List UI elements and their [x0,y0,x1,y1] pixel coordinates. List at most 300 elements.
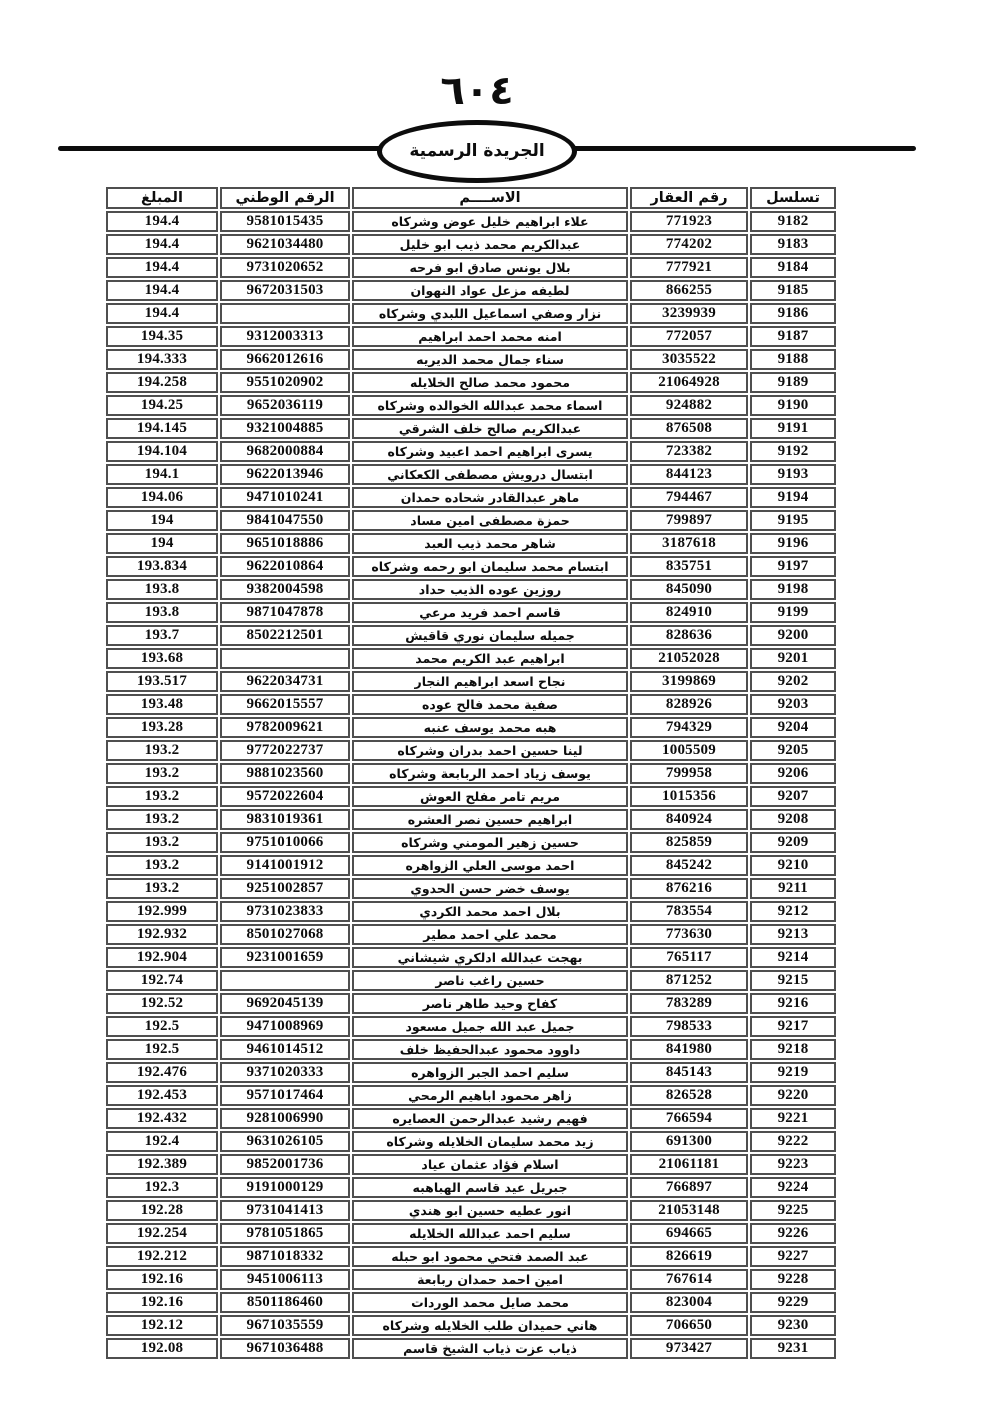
property-number-cell: 794467 [630,487,748,508]
amount-cell: 192.904 [106,947,218,968]
serial-cell: 9215 [750,970,836,991]
property-number-cell: 840924 [630,809,748,830]
name-cell: ابتسام محمد سليمان ابو رحمه وشركاه [352,556,628,577]
property-number-cell: 866255 [630,280,748,301]
name-cell: ابراهيم عبد الكريم محمد [352,648,628,669]
name-cell: يوسف زياد احمد الربابعة وشركاه [352,763,628,784]
national-number-cell [220,970,350,991]
serial-cell: 9199 [750,602,836,623]
national-number-cell: 9371020333 [220,1062,350,1083]
property-number-cell: 845242 [630,855,748,876]
name-cell: جميله سليمان نوري قاقيش [352,625,628,646]
serial-cell: 9209 [750,832,836,853]
national-number-cell: 9782009621 [220,717,350,738]
national-number-cell: 9692045139 [220,993,350,1014]
amount-cell: 192.28 [106,1200,218,1221]
amount-cell: 192.4 [106,1131,218,1152]
property-number-cell: 783289 [630,993,748,1014]
property-number-cell: 825859 [630,832,748,853]
table-row [106,1154,836,1175]
table-row [106,510,836,531]
serial-cell: 9226 [750,1223,836,1244]
amount-cell: 194 [106,533,218,554]
table-row [106,878,836,899]
name-cell: زاهر محمود اباهيم الرمحي [352,1085,628,1106]
amount-cell: 193.517 [106,671,218,692]
national-number-cell: 9622013946 [220,464,350,485]
amount-cell: 192.12 [106,1315,218,1336]
national-number-cell: 9652036119 [220,395,350,416]
table-row [106,763,836,784]
records-table [104,185,838,1361]
name-cell: ابراهيم حسين نصر العشره [352,809,628,830]
name-cell: ماهر عبدالقادر شحاده حمدان [352,487,628,508]
national-number-cell: 8501027068 [220,924,350,945]
name-cell: حسين راغب ناصر [352,970,628,991]
serial-cell: 9217 [750,1016,836,1037]
national-number-cell: 9191000129 [220,1177,350,1198]
table-row [106,441,836,462]
name-cell: كفاح وحيد طاهر ناصر [352,993,628,1014]
property-number-cell: 772057 [630,326,748,347]
amount-cell: 194.4 [106,280,218,301]
name-cell: روزين عوده الذيب حداد [352,579,628,600]
serial-cell: 9192 [750,441,836,462]
property-number-cell: 799958 [630,763,748,784]
property-number-cell: 876216 [630,878,748,899]
amount-cell: 193.2 [106,740,218,761]
amount-cell: 192.932 [106,924,218,945]
national-number-cell: 9871047878 [220,602,350,623]
property-number-cell: 766897 [630,1177,748,1198]
amount-cell: 193.2 [106,855,218,876]
national-number-cell: 9382004598 [220,579,350,600]
amount-cell: 193.48 [106,694,218,715]
name-cell: يوسف خضر حسن الحدوي [352,878,628,899]
property-number-cell: 845143 [630,1062,748,1083]
name-cell: احمد موسى العلي الزواهره [352,855,628,876]
amount-cell: 193.2 [106,786,218,807]
name-cell: يسرى ابراهيم احمد اعبيد وشركاه [352,441,628,462]
property-number-cell: 766594 [630,1108,748,1129]
property-number-cell: 765117 [630,947,748,968]
property-number-cell: 767614 [630,1269,748,1290]
table-row [106,1246,836,1267]
amount-cell: 192.476 [106,1062,218,1083]
property-number-cell: 876508 [630,418,748,439]
name-cell: سليم احمد عبدالله الخلايله [352,1223,628,1244]
table-row [106,418,836,439]
table-header-row [106,187,836,209]
name-cell: داوود محمود عبدالحفيظ خلف [352,1039,628,1060]
name-cell: عبدالكريم محمد ذيب ابو خليل [352,234,628,255]
name-cell: لينا حسين احمد بدران وشركاه [352,740,628,761]
serial-cell: 9186 [750,303,836,324]
amount-cell: 194.258 [106,372,218,393]
table-row [106,1338,836,1359]
gazette-banner-title: الجريدة الرسمية [409,140,545,161]
amount-cell: 192.52 [106,993,218,1014]
property-number-cell: 773630 [630,924,748,945]
table-row [106,694,836,715]
serial-cell: 9230 [750,1315,836,1336]
name-cell: انور عطيه حسين ابو هندي [352,1200,628,1221]
property-number-cell: 3199869 [630,671,748,692]
serial-cell: 9225 [750,1200,836,1221]
table-row [106,556,836,577]
serial-cell: 9204 [750,717,836,738]
serial-cell: 9202 [750,671,836,692]
name-cell: اسلام فؤاد عثمان عياد [352,1154,628,1175]
name-cell: هبه محمد يوسف عنبه [352,717,628,738]
national-number-cell: 9312003313 [220,326,350,347]
table-row [106,1269,836,1290]
national-number-cell: 9751010066 [220,832,350,853]
table-row [106,993,836,1014]
serial-cell: 9213 [750,924,836,945]
national-number-cell: 9581015435 [220,211,350,232]
serial-cell: 9196 [750,533,836,554]
amount-cell: 192.5 [106,1016,218,1037]
national-number-cell: 9831019361 [220,809,350,830]
serial-cell: 9195 [750,510,836,531]
serial-cell: 9205 [750,740,836,761]
table-row [106,809,836,830]
amount-cell: 194.333 [106,349,218,370]
table-body [106,211,836,1359]
serial-cell: 9211 [750,878,836,899]
property-number-cell: 828636 [630,625,748,646]
serial-cell: 9223 [750,1154,836,1175]
page-number: ٦٠٤ [440,68,514,114]
amount-cell: 193.68 [106,648,218,669]
serial-cell: 9197 [750,556,836,577]
national-number-cell: 9671036488 [220,1338,350,1359]
table-row [106,602,836,623]
amount-cell: 193.8 [106,602,218,623]
national-number-cell: 9631026105 [220,1131,350,1152]
national-number-cell: 9682000884 [220,441,350,462]
name-cell: ذياب عزت ذياب الشيخ قاسم [352,1338,628,1359]
table-row [106,487,836,508]
table-row [106,1108,836,1129]
serial-cell: 9222 [750,1131,836,1152]
serial-cell: 9182 [750,211,836,232]
amount-cell: 194.145 [106,418,218,439]
property-number-cell: 1005509 [630,740,748,761]
table-row [106,717,836,738]
property-number-cell: 823004 [630,1292,748,1313]
name-cell: حسين زهير المومني وشركاه [352,832,628,853]
national-number-cell: 9231001659 [220,947,350,968]
table-row [106,786,836,807]
property-number-cell: 845090 [630,579,748,600]
name-cell: حمزة مصطفى امين مساد [352,510,628,531]
serial-cell: 9184 [750,257,836,278]
national-number-cell: 9672031503 [220,280,350,301]
property-number-cell: 723382 [630,441,748,462]
name-cell: امين احمد حمدان ربابعة [352,1269,628,1290]
amount-cell: 193.28 [106,717,218,738]
name-cell: سليم احمد الجبر الزواهره [352,1062,628,1083]
amount-cell: 194.4 [106,257,218,278]
table-row [106,970,836,991]
property-number-cell: 828926 [630,694,748,715]
table-row [106,1292,836,1313]
national-number-cell: 9571017464 [220,1085,350,1106]
amount-cell: 192.212 [106,1246,218,1267]
table-row [106,1062,836,1083]
property-number-cell: 706650 [630,1315,748,1336]
serial-cell: 9210 [750,855,836,876]
amount-cell: 194.1 [106,464,218,485]
table-row [106,395,836,416]
serial-cell: 9200 [750,625,836,646]
national-number-cell: 8502212501 [220,625,350,646]
table-row [106,947,836,968]
national-number-cell: 9852001736 [220,1154,350,1175]
national-number-cell: 9622010864 [220,556,350,577]
property-number-cell: 835751 [630,556,748,577]
property-number-cell: 21052028 [630,648,748,669]
serial-cell: 9220 [750,1085,836,1106]
national-number-cell: 9662012616 [220,349,350,370]
name-cell: علاء ابراهيم خليل عوض وشركاه [352,211,628,232]
amount-cell: 194.06 [106,487,218,508]
name-cell: سناء جمال محمد الديريه [352,349,628,370]
table-row [106,1200,836,1221]
national-number-cell: 9881023560 [220,763,350,784]
amount-cell: 193.8 [106,579,218,600]
national-number-cell: 8501186460 [220,1292,350,1313]
name-cell: زيد محمد سليمان الخلايله وشركاه [352,1131,628,1152]
table-row [106,211,836,232]
table-row [106,901,836,922]
table-row [106,1223,836,1244]
amount-cell: 194 [106,510,218,531]
name-cell: صفية محمد فالح عوده [352,694,628,715]
table-row [106,832,836,853]
property-number-cell: 21061181 [630,1154,748,1175]
amount-cell: 192.432 [106,1108,218,1129]
property-number-cell: 691300 [630,1131,748,1152]
property-number-cell: 3035522 [630,349,748,370]
national-number-cell: 9671035559 [220,1315,350,1336]
table-row [106,349,836,370]
national-number-cell: 9251002857 [220,878,350,899]
name-cell: اسماء محمد عبدالله الخوالده وشركاه [352,395,628,416]
serial-cell: 9229 [750,1292,836,1313]
gazette-banner-ellipse [377,120,577,183]
serial-cell: 9224 [750,1177,836,1198]
table-row [106,1016,836,1037]
amount-cell: 193.2 [106,809,218,830]
serial-cell: 9207 [750,786,836,807]
amount-cell: 193.2 [106,832,218,853]
name-cell: مريم تامر مفلح العوش [352,786,628,807]
amount-cell: 192.453 [106,1085,218,1106]
amount-cell: 192.389 [106,1154,218,1175]
serial-cell: 9221 [750,1108,836,1129]
serial-cell: 9208 [750,809,836,830]
name-cell: هاني حميدان طلب الخلايله وشركاه [352,1315,628,1336]
national-number-cell: 9781051865 [220,1223,350,1244]
amount-cell: 193.7 [106,625,218,646]
header-national-number: الرقم الوطني [220,187,350,209]
table-row [106,464,836,485]
serial-cell: 9190 [750,395,836,416]
serial-cell: 9189 [750,372,836,393]
serial-cell: 9203 [750,694,836,715]
property-number-cell: 21064928 [630,372,748,393]
property-number-cell: 871252 [630,970,748,991]
name-cell: نزار وصفي اسماعيل اللبدي وشركاه [352,303,628,324]
property-number-cell: 973427 [630,1338,748,1359]
property-number-cell: 771923 [630,211,748,232]
property-number-cell: 783554 [630,901,748,922]
national-number-cell: 9772022737 [220,740,350,761]
table-row [106,855,836,876]
serial-cell: 9218 [750,1039,836,1060]
table-row [106,280,836,301]
serial-cell: 9227 [750,1246,836,1267]
name-cell: جميل عبد الله جميل مسعود [352,1016,628,1037]
property-number-cell: 3187618 [630,533,748,554]
table-row [106,234,836,255]
table-row [106,257,836,278]
table-row [106,1315,836,1336]
national-number-cell [220,303,350,324]
name-cell: عبدالكريم صالح خلف الشرقي [352,418,628,439]
name-cell: عبد الصمد فتحي محمود ابو حبله [352,1246,628,1267]
name-cell: جبريل عيد قاسم الهباهبه [352,1177,628,1198]
table-row [106,533,836,554]
serial-cell: 9198 [750,579,836,600]
serial-cell: 9185 [750,280,836,301]
national-number-cell: 9471010241 [220,487,350,508]
national-number-cell: 9871018332 [220,1246,350,1267]
property-number-cell: 798533 [630,1016,748,1037]
amount-cell: 194.4 [106,303,218,324]
amount-cell: 194.4 [106,234,218,255]
table-row [106,924,836,945]
property-number-cell: 3239939 [630,303,748,324]
serial-cell: 9216 [750,993,836,1014]
header-name: الاســــم [352,187,628,209]
amount-cell: 193.834 [106,556,218,577]
serial-cell: 9188 [750,349,836,370]
table-row [106,579,836,600]
amount-cell: 192.254 [106,1223,218,1244]
property-number-cell: 844123 [630,464,748,485]
name-cell: بلال احمد محمد الكردي [352,901,628,922]
property-number-cell: 1015356 [630,786,748,807]
national-number-cell: 9451006113 [220,1269,350,1290]
property-number-cell: 21053148 [630,1200,748,1221]
serial-cell: 9228 [750,1269,836,1290]
name-cell: محمد علي احمد مطير [352,924,628,945]
amount-cell: 194.25 [106,395,218,416]
name-cell: نجاح اسعد ابراهيم النجار [352,671,628,692]
amount-cell: 192.08 [106,1338,218,1359]
name-cell: محمد صايل محمد الوردات [352,1292,628,1313]
name-cell: امنه محمد احمد ابراهيم [352,326,628,347]
serial-cell: 9231 [750,1338,836,1359]
table-row [106,326,836,347]
property-number-cell: 794329 [630,717,748,738]
table-row [106,1131,836,1152]
national-number-cell: 9651018886 [220,533,350,554]
property-number-cell: 777921 [630,257,748,278]
serial-cell: 9212 [750,901,836,922]
table-header [106,187,836,209]
serial-cell: 9214 [750,947,836,968]
national-number-cell: 9572022604 [220,786,350,807]
table-row [106,303,836,324]
table-row [106,1177,836,1198]
table-row [106,648,836,669]
serial-cell: 9183 [750,234,836,255]
amount-cell: 193.2 [106,763,218,784]
name-cell: محمود محمد صالح الخلايله [352,372,628,393]
national-number-cell: 9662015557 [220,694,350,715]
amount-cell: 192.999 [106,901,218,922]
national-number-cell [220,648,350,669]
name-cell: فهيم رشيد عبدالرحمن العصايره [352,1108,628,1129]
national-number-cell: 9622034731 [220,671,350,692]
name-cell: ابتسال درويش مصطفى الكعكاني [352,464,628,485]
header-serial: تسلسل [750,187,836,209]
amount-cell: 194.104 [106,441,218,462]
serial-cell: 9187 [750,326,836,347]
national-number-cell: 9621034480 [220,234,350,255]
amount-cell: 194.4 [106,211,218,232]
amount-cell: 193.2 [106,878,218,899]
serial-cell: 9201 [750,648,836,669]
amount-cell: 192.16 [106,1292,218,1313]
national-number-cell: 9551020902 [220,372,350,393]
serial-cell: 9193 [750,464,836,485]
header-amount: المبلغ [106,187,218,209]
property-number-cell: 799897 [630,510,748,531]
property-number-cell: 826528 [630,1085,748,1106]
property-number-cell: 924882 [630,395,748,416]
property-number-cell: 841980 [630,1039,748,1060]
property-number-cell: 694665 [630,1223,748,1244]
property-number-cell: 826619 [630,1246,748,1267]
name-cell: بلال يونس صادق ابو فرحه [352,257,628,278]
table-row [106,671,836,692]
serial-cell: 9194 [750,487,836,508]
amount-cell: 192.5 [106,1039,218,1060]
table-row [106,740,836,761]
name-cell: شاهر محمد ذيب العبد [352,533,628,554]
serial-cell: 9206 [750,763,836,784]
national-number-cell: 9471008969 [220,1016,350,1037]
name-cell: قاسم احمد فريد مرعي [352,602,628,623]
national-number-cell: 9461014512 [220,1039,350,1060]
amount-cell: 192.3 [106,1177,218,1198]
amount-cell: 194.35 [106,326,218,347]
amount-cell: 192.74 [106,970,218,991]
national-number-cell: 9731020652 [220,257,350,278]
property-number-cell: 824910 [630,602,748,623]
serial-cell: 9219 [750,1062,836,1083]
amount-cell: 192.16 [106,1269,218,1290]
name-cell: لطيفه مزعل عواد النهوان [352,280,628,301]
header-property-number: رقم العقار [630,187,748,209]
national-number-cell: 9321004885 [220,418,350,439]
